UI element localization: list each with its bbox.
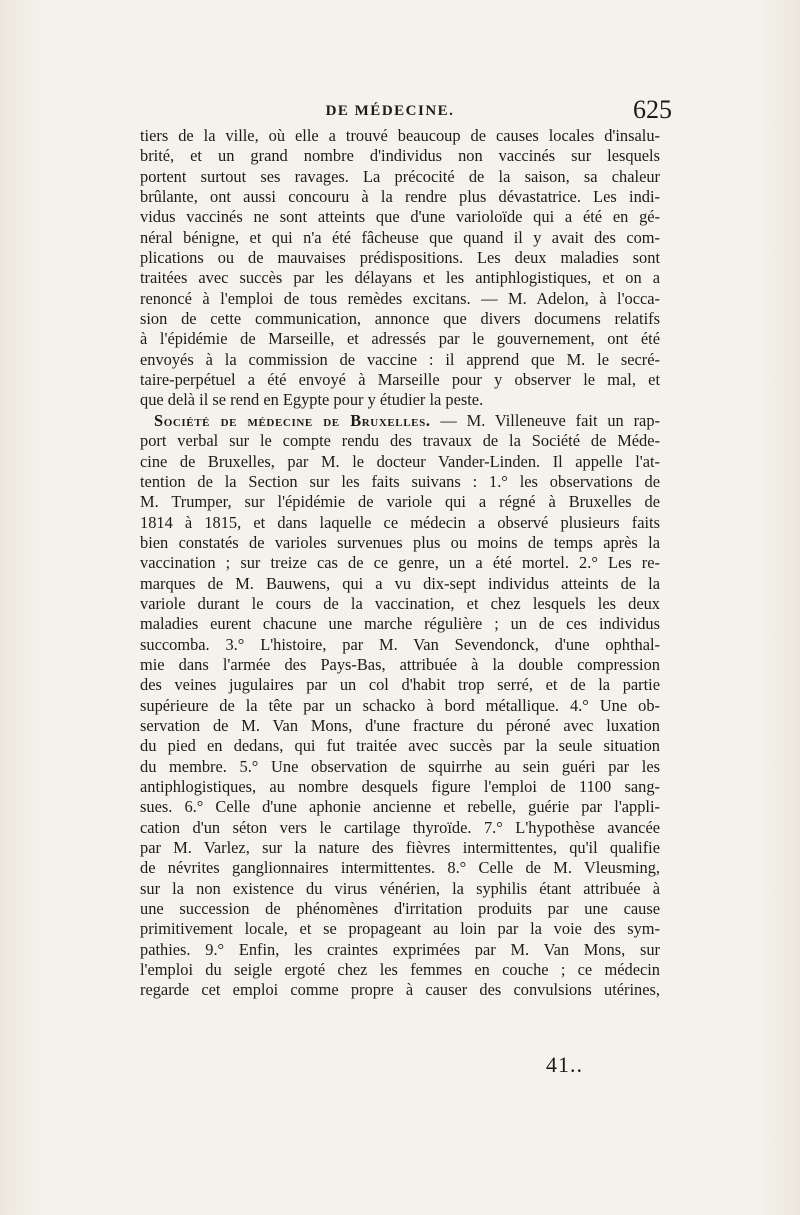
text-line: cine de Bruxelles, par M. le docteur Vander-Linden. Il appelle l'at- bbox=[140, 451, 660, 471]
text-line: vaccination ; sur treize cas de ce genre, un a été mortel. 2.° Les re- bbox=[140, 553, 660, 573]
text-line: une succession de phénomènes d'irritation produits par une cause bbox=[140, 899, 660, 919]
text-line: de névrites ganglionnaires intermittentes. 8.° Celle de M. Vleusming, bbox=[140, 858, 660, 878]
text-line: des veines jugulaires par un col d'habit trop serré, et de la partie bbox=[140, 675, 660, 695]
text-line: succomba. 3.° L'histoire, par M. Van Sevendonck, d'une ophthal- bbox=[140, 634, 660, 654]
text-line: variole durant le cours de la vaccination, et chez lesquels les deux bbox=[140, 593, 660, 613]
text-line: 1814 à 1815, et dans laquelle ce médecin a observé plusieurs faits bbox=[140, 512, 660, 532]
page-header bbox=[0, 95, 800, 125]
text-line: portent surtout ses ravages. La précocité de la saison, sa chaleur bbox=[140, 166, 660, 186]
society-heading: Société de médecine de Bruxelles. bbox=[154, 410, 431, 430]
running-head: DE MÉDECINE. bbox=[325, 103, 455, 119]
text-line: primitivement locale, et se propageant au loin par la voie des sym- bbox=[140, 919, 660, 939]
text-line: du membre. 5.° Une observation de squirrhe au sein guéri par les bbox=[140, 756, 660, 776]
section-first-line bbox=[140, 411, 660, 431]
text-line: du pied en dedans, qui fut traitée avec succès par la seule situation bbox=[140, 736, 660, 756]
text-line: tiers de la ville, où elle a trouvé beaucoup de causes locales d'insalu- bbox=[140, 126, 660, 145]
text-line: cation d'un séton vers le cartilage thyroïde. 7.° L'hypothèse avancée bbox=[140, 817, 660, 837]
text-line: M. Trumper, sur l'épidémie de variole qui a régné à Bruxelles de bbox=[140, 492, 660, 512]
text-line: port verbal sur le compte rendu des travaux de la Société de Méde- bbox=[140, 431, 660, 451]
text-line: envoyés à la commission de vaccine : il apprend que M. le secré- bbox=[140, 349, 660, 369]
text-line: servation de M. Van Mons, d'une fracture du péroné avec luxation bbox=[140, 715, 660, 735]
text-line: regarde cet emploi comme propre à causer des convulsions utérines, bbox=[140, 980, 660, 1000]
text-line: traitées avec succès par les délayans et les antiphlogistiques, et on a bbox=[140, 268, 660, 288]
text-line: plications ou de mauvaises prédispositions. Les deux maladies sont bbox=[140, 248, 660, 268]
text-line: bien constatés de varioles survenues plus ou moins de temps après la bbox=[140, 532, 660, 552]
text-line: sur la non existence du virus vénérien, la syphilis étant attribuée à bbox=[140, 878, 660, 898]
text-line: brité, et un grand nombre d'individus non vaccinés sur lesquels bbox=[140, 146, 660, 166]
text-line: supérieure de la tête par un schacko à bord métallique. 4.° Une ob- bbox=[140, 695, 660, 715]
text-line: à l'épidémie de Marseille, et adressés par le gouvernement, ont été bbox=[140, 329, 660, 349]
page-number: 625 bbox=[633, 95, 672, 124]
text-line: tention de la Section sur les faits suivans : 1.° les observations de bbox=[140, 471, 660, 491]
section-first-line-text: — M. Villeneuve fait un rap- bbox=[440, 410, 660, 430]
text-line: vidus vaccinés ne sont atteints que d'une varioloïde qui a été en gé- bbox=[140, 207, 660, 227]
text-line: néral bénigne, et qui n'a été fâcheuse que quand il y avait des com- bbox=[140, 227, 660, 247]
text-line: sues. 6.° Celle d'une aphonie ancienne et rebelle, guérie par l'appli- bbox=[140, 797, 660, 817]
text-line: taire-perpétuel a été envoyé à Marseille pour y observer le mal, et bbox=[140, 370, 660, 390]
text-line: brûlante, ont aussi concouru à la rendre plus dévastatrice. Les indi- bbox=[140, 187, 660, 207]
text-line: que delà il se rend en Egypte pour y étudier la peste. bbox=[140, 390, 484, 410]
text-line: sion de cette communication, annonce que divers documens relatifs bbox=[140, 309, 660, 329]
text-line: pathies. 9.° Enfin, les craintes exprimées par M. Van Mons, sur bbox=[140, 939, 660, 959]
text-line: mie dans l'armée des Pays-Bas, attribuée à la double compression bbox=[140, 654, 660, 674]
text-line: marques de M. Bauwens, qui a vu dix-sept individus atteints de la bbox=[140, 573, 660, 593]
signature-mark: 41.. bbox=[546, 1052, 583, 1077]
text-line: par M. Varlez, sur la nature des fièvres intermittentes, qu'il qualifie bbox=[140, 838, 660, 858]
text-line: antiphlogistiques, au nombre desquels figure l'emploi de 1100 sang- bbox=[140, 777, 660, 796]
text-line: l'emploi du seigle ergoté chez les femmes en couche ; ce médecin bbox=[140, 960, 660, 980]
text-line: renoncé à l'emploi de tous remèdes excitans. — M. Adelon, à l'occa- bbox=[140, 288, 660, 308]
body-text bbox=[140, 126, 660, 1001]
text-line: maladies eurent chacune une marche régulière ; un de ces individus bbox=[140, 614, 660, 634]
